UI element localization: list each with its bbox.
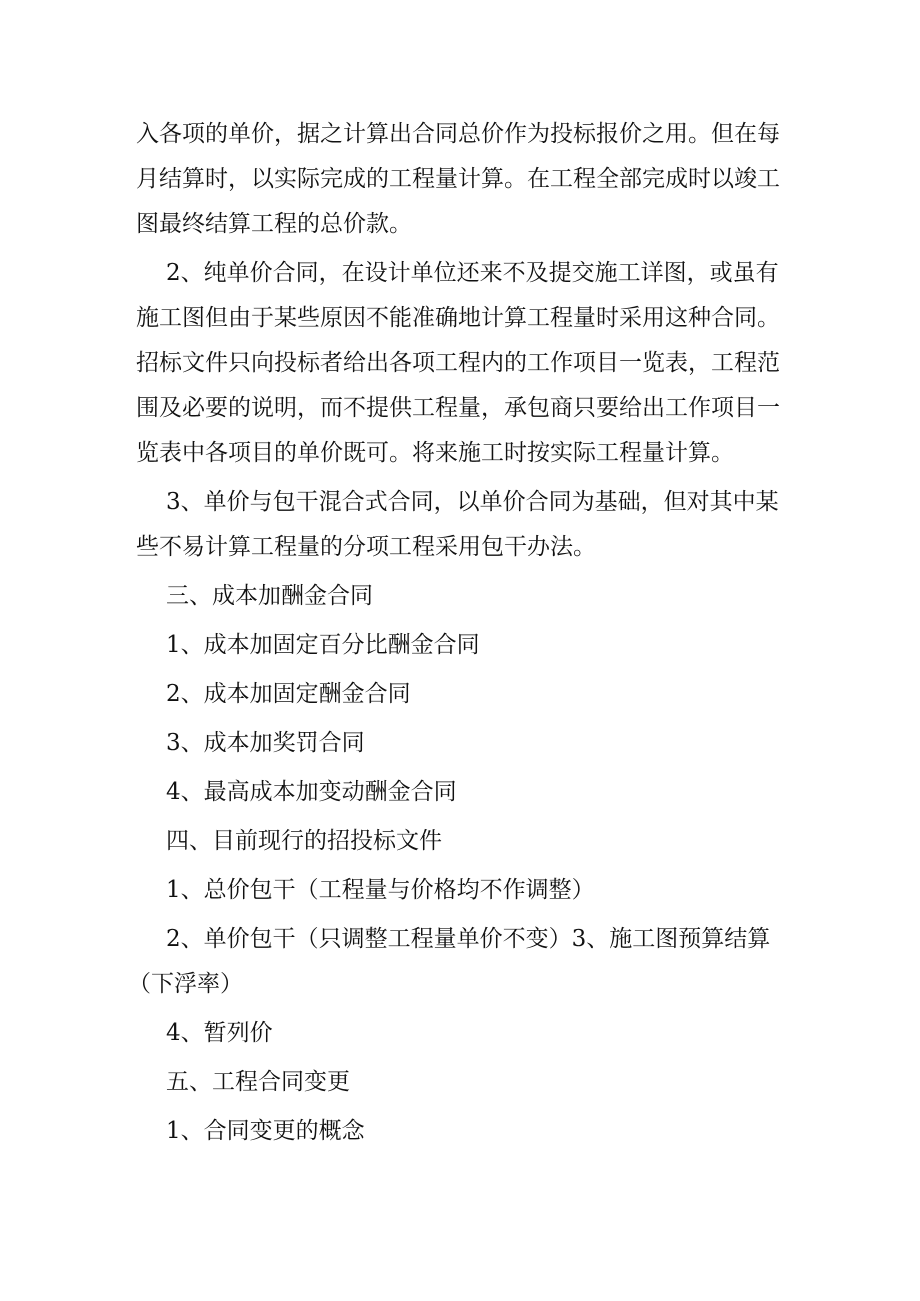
text-line: 图最终结算工程的总价款。	[136, 211, 412, 237]
list-item-change-concept	[136, 1109, 788, 1154]
text-line: 4、暂列价	[166, 1020, 273, 1046]
list-item-lump-sum	[136, 868, 788, 913]
list-item-provisional	[136, 1011, 788, 1056]
heading-current-bidding	[136, 819, 788, 864]
text-line: （下浮率）	[128, 971, 243, 997]
text-line: 2、纯单价合同，在设计单位还来不及提交施工详图，或虽有	[166, 260, 779, 286]
paragraph-mixed-contract	[136, 480, 788, 570]
text-line: 3、成本加奖罚合同	[166, 730, 365, 756]
text-line: 1、总价包干（工程量与价格均不作调整）	[166, 877, 595, 903]
list-item-fixed-fee	[136, 672, 788, 717]
document-page	[128, 112, 788, 1154]
list-item-fixed-percentage	[136, 623, 788, 668]
text-line: 月结算时，以实际完成的工程量计算。在工程全部完成时以竣工	[136, 166, 780, 192]
list-item-unit-lump-sum	[128, 917, 788, 1007]
paragraph-pure-unit-price	[136, 251, 788, 476]
text-line: 围及必要的说明，而不提供工程量，承包商只要给出工作项目一	[136, 395, 780, 421]
text-line: 3、单价与包干混合式合同，以单价合同为基础，但对其中某	[166, 489, 779, 515]
heading-contract-change	[136, 1060, 788, 1105]
text-line: 招标文件只向投标者给出各项工程内的工作项目一览表，工程范	[136, 350, 780, 376]
text-line: 五、工程合同变更	[166, 1069, 350, 1095]
list-item-reward-penalty	[136, 721, 788, 766]
text-line: 1、成本加固定百分比酬金合同	[166, 632, 480, 658]
text-line: 三、成本加酬金合同	[166, 583, 373, 609]
text-line: 2、单价包干（只调整工程量单价不变）3、施工图预算结算	[166, 926, 771, 952]
text-line: 4、最高成本加变动酬金合同	[166, 779, 457, 805]
text-line: 些不易计算工程量的分项工程采用包干办法。	[136, 534, 596, 560]
text-line: 入各项的单价，据之计算出合同总价作为投标报价之用。但在每	[136, 121, 780, 147]
text-line: 1、合同变更的概念	[166, 1118, 365, 1144]
text-line: 施工图但由于某些原因不能准确地计算工程量时采用这种合同。	[136, 305, 780, 331]
list-item-max-cost	[136, 770, 788, 815]
text-line: 2、成本加固定酬金合同	[166, 681, 411, 707]
text-line: 览表中各项目的单价既可。将来施工时按实际工程量计算。	[136, 440, 734, 466]
heading-cost-plus	[136, 574, 788, 619]
paragraph-unit-price-continued	[136, 112, 788, 247]
text-line: 四、目前现行的招投标文件	[166, 828, 442, 854]
